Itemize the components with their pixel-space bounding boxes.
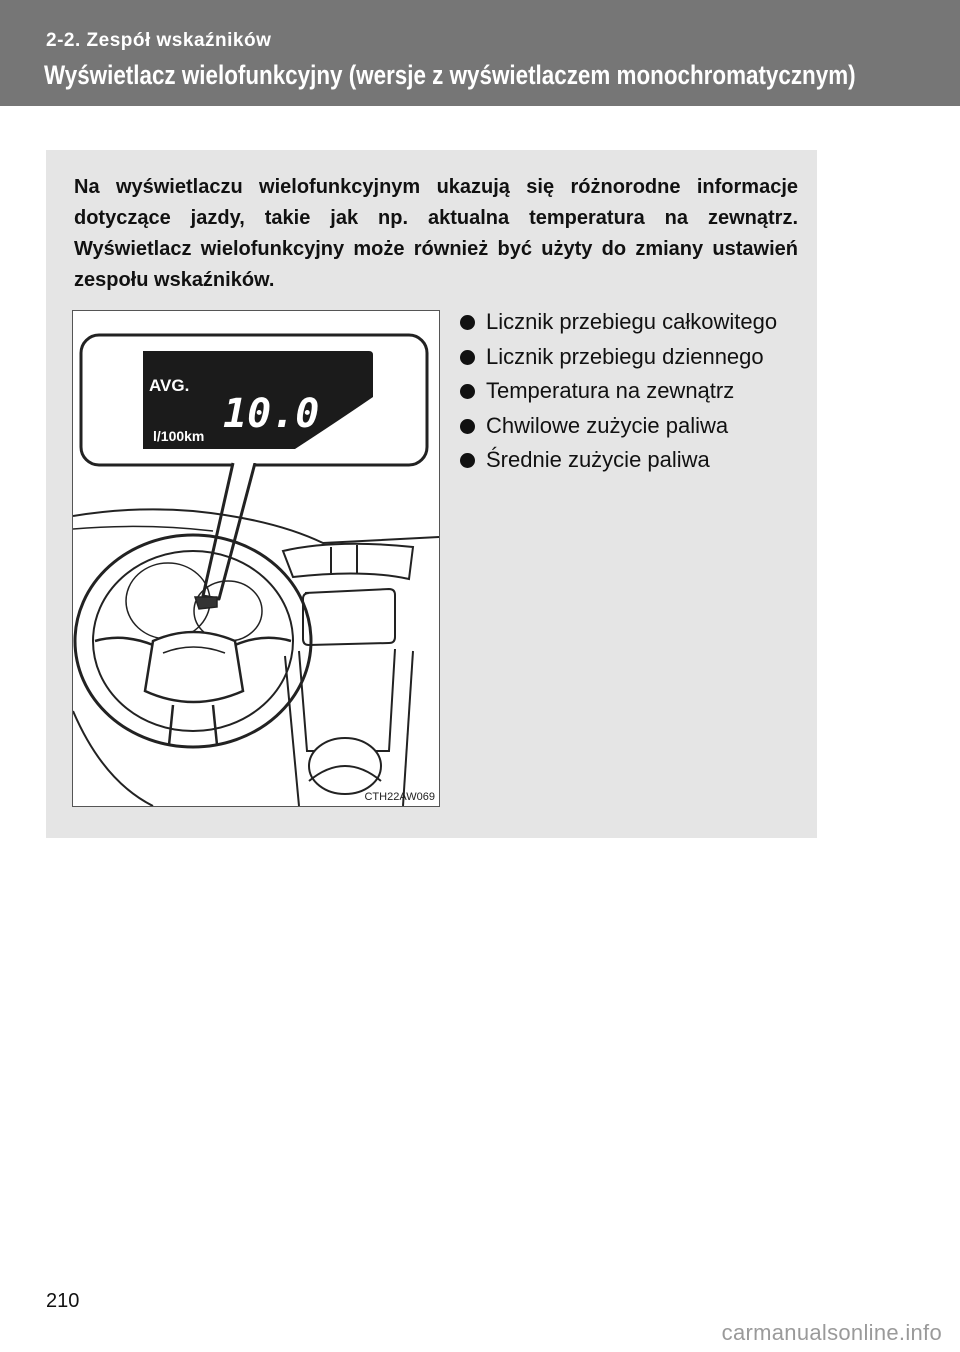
list-item-text: Licznik przebiegu całkowitego	[486, 309, 778, 334]
display-unit: l/100km	[153, 428, 205, 444]
list-item	[458, 305, 777, 340]
list-item	[458, 443, 777, 478]
bullet-icon	[460, 315, 475, 330]
content-panel	[46, 150, 817, 838]
intro-paragraph: Na wyświetlaczu wielofunkcyjnym ukazują się różnorodne informacje dotyczące jazdy, takie jak np. aktualna temperatura na zewnątrz. Wyświetlacz wielofunkcyjny może również być użyty do zmiany ustawień zespołu wskaźników.	[74, 176, 798, 291]
list-item-text: Licznik przebiegu dziennego	[486, 343, 764, 369]
page-title: Wyświetlacz wielofunkcyjny (wersje z wyświetlaczem monochromatycznym)	[44, 60, 856, 90]
figure-code: CTH22AW069	[364, 791, 435, 803]
list-item-text: Temperatura na zewnątrz	[486, 378, 735, 403]
bullet-icon	[460, 350, 475, 365]
page-number: 210	[46, 1290, 80, 1312]
bullet-icon	[460, 419, 475, 434]
list-item	[458, 409, 777, 444]
list-item	[458, 340, 777, 375]
bullet-list	[458, 305, 777, 478]
list-item-text: Średnie zużycie paliwa	[486, 447, 710, 472]
section-label: 2-2. Zespół wskaźników	[46, 30, 272, 51]
list-item	[458, 374, 777, 409]
bullet-icon	[460, 453, 475, 468]
list-item-text: Chwilowe zużycie paliwa	[486, 412, 729, 438]
watermark-link[interactable]: carmanualsonline.info	[721, 1320, 942, 1345]
display-value: 10.0	[223, 391, 320, 437]
dashboard-illustration	[72, 310, 440, 807]
display-mode-label: AVG.	[149, 376, 190, 395]
page-header	[0, 0, 960, 106]
bullet-icon	[460, 384, 475, 399]
dashboard-drawing	[73, 311, 439, 806]
